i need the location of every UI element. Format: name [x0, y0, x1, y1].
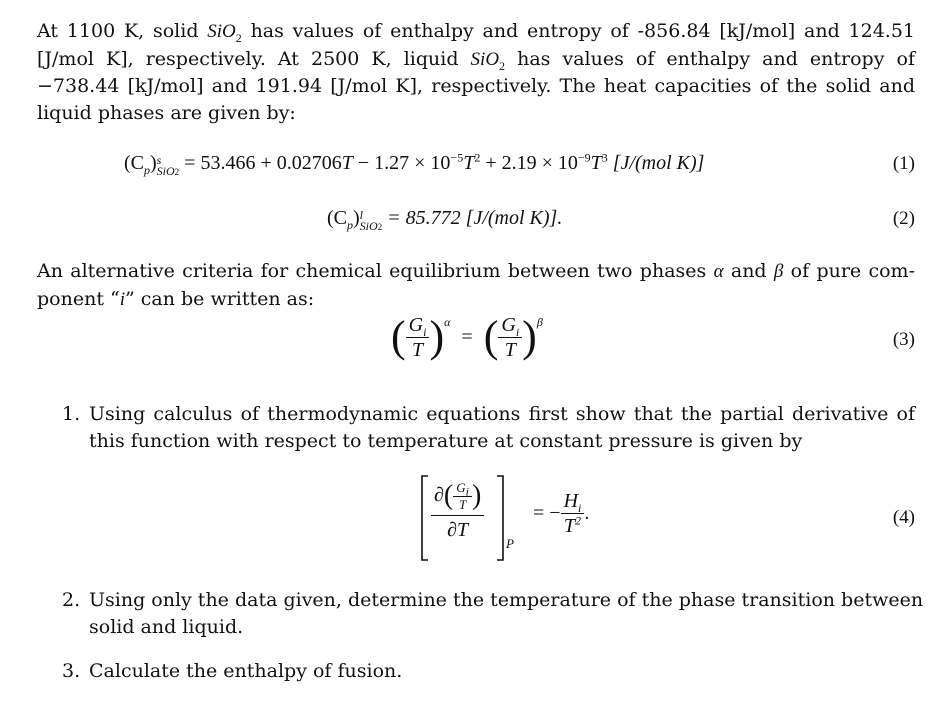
equation-2-body: $(C_p)$ l SiO2 = 85.772 [J/(mol K)].	[327, 207, 563, 233]
equation-4-rhs-fraction: $\frac{H_i}{T^2}$	[561, 490, 585, 537]
question-1	[62, 401, 915, 455]
equation-3-body: ( $\frac{G_i}{T}$ )$^\alpha$ = ( $\frac{G_i}{T}$ )$^\beta$	[391, 312, 543, 361]
question-3-text: Calculate the enthalpy of fusion.	[89, 660, 403, 682]
equation-4-subscript: P	[506, 536, 514, 551]
question-3	[62, 658, 915, 685]
question-2-text: Using only the data given, determine the temperature of the phase transition between solid and liquid.	[89, 589, 924, 638]
question-2	[62, 587, 924, 641]
question-list	[62, 0, 924, 705]
equation-4-left-bracket	[422, 476, 428, 560]
equation-2-number: (2)	[892, 208, 915, 229]
intro-line-4: liquid phases are given by:	[37, 101, 296, 124]
equation-3-left-fraction: $\frac{G_i}{T}$	[406, 314, 430, 361]
equation-1-body: $(C_p)$ s SiO2 = $53.466 + 0.02706T - 1.27 \times 10^{-5}T^2 + 2.19 \times 10^{-9}T^3$ [J/(mol K)]	[124, 150, 705, 178]
question-1-text: Using calculus of thermodynamic equations first show that the partial derivative of this function with respect to temperature at constant pressure is given by	[89, 403, 915, 452]
equation-1-number: (1)	[892, 153, 915, 174]
intro-line-2: [J/mol K], respectively. At 2500 K, liquid SiO$_2$ has values of enthalpy and entropy of	[37, 47, 915, 73]
equation-4-number: (4)	[892, 507, 915, 528]
equation-4	[37, 472, 915, 564]
question-2-number: 2.	[62, 589, 81, 611]
equation-4-derivative-fraction: ∂( $\frac{G_i}{T}$ ) ∂T	[431, 476, 484, 543]
question-1-number: 1.	[62, 403, 81, 425]
criteria-line-1: An alternative criteria for chemical equilibrium between two phases α and β of pure com-	[37, 260, 915, 282]
equation-4-lhs	[431, 476, 484, 543]
equation-4-rhs: = − $\frac{H_i}{T^2}$ .	[533, 490, 590, 537]
intro-line-3: −738.44 [kJ/mol] and 191.94 [J/mol K], respectively. The heat capacities of the solid and	[37, 75, 915, 97]
criteria-line-2: ponent “i” can be written as:	[37, 287, 315, 310]
equation-4-right-bracket	[497, 476, 503, 560]
question-3-number: 3.	[62, 660, 81, 682]
equation-3-number: (3)	[892, 329, 915, 350]
equation-3-right-fraction: $\frac{G_i}{T}$	[498, 314, 522, 361]
intro-line-1: At 1100 K, solid SiO$_2$ has values of enthalpy and entropy of -856.84 [kJ/mol] and 124.51	[37, 20, 915, 45]
